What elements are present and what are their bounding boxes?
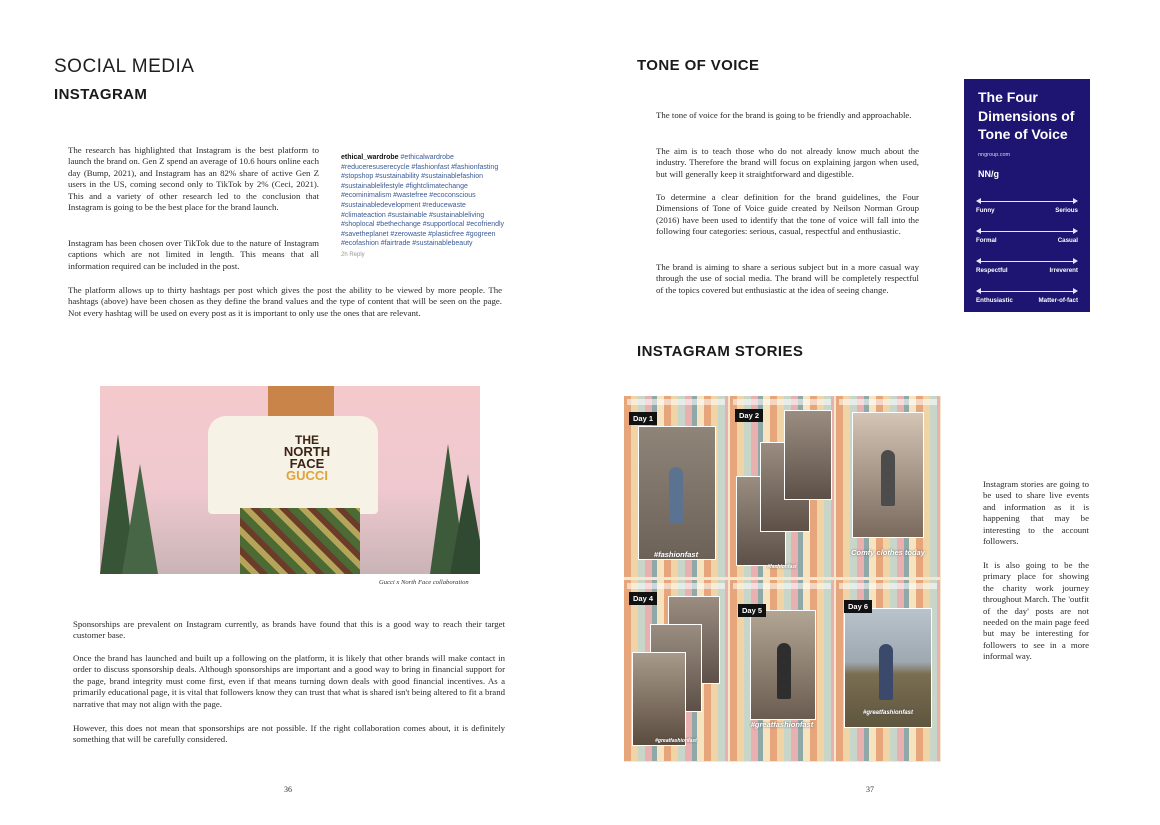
section-title: SOCIAL MEDIA [54, 56, 195, 77]
nng-title-line: The Four [978, 89, 1038, 105]
story-hashtag: #fashionfast [653, 550, 699, 559]
page-number-left: 36 [284, 785, 292, 794]
tone-paragraph-4: The brand is aiming to share a serious subject but in a more casual way through the use of social media. The brand will be completely respectful of the topics covered but enthusiastic at the idea of seeing change. [656, 262, 919, 295]
instagram-post-caption [341, 153, 511, 261]
dimension-formal-casual [976, 228, 1078, 242]
nng-title-line: Tone of Voice [978, 126, 1068, 142]
dimension-right-label: Irreverent [1049, 267, 1078, 274]
tone-of-voice-heading: TONE OF VOICE [637, 57, 760, 74]
intro-paragraph: The research has highlighted that Instagram is the best platform to launch the brand on. Gen Z spend an average of 10.6 hours online each day (Bump, 2021), and Instagram has an 82% share of active Gen Z users in the US, coming second only to TikTok by 2% (Ceci, 2021). This and a variety of other research led to the conclusion that Instagram is going to be the best place for the brand launch. [68, 145, 319, 213]
story-hashtag: Comfy clothes today [851, 548, 925, 557]
sponsorship-paragraph-3: However, this does not mean that sponsorships are not possible. If the right collaboration comes about, it is definitely something that will be carefully considered. [73, 723, 505, 745]
stories-collage [624, 396, 941, 762]
post-hashtags: #ethicalwardrobe #reduceresuserecycle #fashionfast #fashionfasting #stopshop #sustainability #sustainablefashion #sustainablelifestyle #fightclimatechange #ecominimalism #wastefree #ecoconscious #sustainabledevelopment #reducewaste #climateaction #sustainable #sustainableliving #shoplocal #bethechange #supportlocal #ecofriendly #savetheplanet #zerowaste #plasticfree #gogreen #ecofashion #fairtrade #sustainablebeauty [341, 154, 505, 248]
arrow-right-icon [1073, 288, 1078, 294]
dimension-right-label: Casual [1057, 237, 1078, 244]
story-day-label: Day 2 [735, 409, 763, 422]
photo-caption: Gucci x North Face collaboration [379, 579, 469, 586]
story-day-5 [730, 580, 834, 761]
story-day-label: Day 1 [629, 412, 657, 425]
story-day-2 [730, 396, 834, 577]
instagram-heading: INSTAGRAM [54, 86, 148, 103]
arrow-left-icon [976, 288, 981, 294]
instagram-stories-heading: INSTAGRAM STORIES [637, 343, 804, 360]
page-number-right: 37 [866, 785, 874, 794]
arrow-right-icon [1073, 198, 1078, 204]
shirt-text-north: NORTH [283, 444, 331, 459]
arrow-left-icon [976, 228, 981, 234]
post-username: ethical_wardrobe [341, 154, 399, 161]
dimension-right-label: Serious [1055, 207, 1078, 214]
stories-paragraph-1: Instagram stories are going to be used to share live events and information as it is happening that may be interesting to the account followers. [983, 479, 1089, 547]
story-hashtag: #greatfashionfast [862, 710, 913, 716]
story-day-6 [836, 580, 940, 761]
tone-paragraph-1: The tone of voice for the brand is going to be friendly and approachable. [656, 110, 912, 120]
dimension-left-label: Funny [976, 207, 995, 214]
shirt-text-face: FACE [289, 456, 325, 471]
story-hashtag: #greatfashionfast [655, 738, 697, 744]
dimension-funny-serious [976, 198, 1078, 212]
arrow-right-icon [1073, 258, 1078, 264]
four-dimensions-card [964, 79, 1090, 312]
story-day-label: Day 6 [844, 600, 872, 613]
story-day-1 [624, 396, 728, 577]
dimension-right-label: Matter-of-fact [1038, 297, 1078, 304]
nng-logo: NN/g [978, 169, 999, 179]
dimension-respectful-irreverent [976, 258, 1078, 272]
sponsorship-paragraph-2: Once the brand has launched and built up a following on the platform, it is likely that other brands will make contact in order to discuss sponsorship deals. Although sponsorships are important and a good way to bring in financial support for the page, brand integrity must come first, even if that means turning down deals with good financial incentives. As a primarily educational page, it is vital that followers know they can trust that what is shared isn't being altered to fit a brand narrative that may not align with the page. [73, 653, 505, 709]
nng-card-title [978, 88, 1074, 144]
story-day-label: Day 5 [738, 604, 766, 617]
tone-paragraph-2: The aim is to teach those who do not already know much about the industry. Therefore the brand will focus on explaining jargon when used, but will generally keep it straightforward and digestible. [656, 146, 919, 179]
story-day-4 [624, 580, 728, 761]
dimension-left-label: Respectful [976, 267, 1008, 274]
dimension-enthusiastic-matter-of-fact [976, 288, 1078, 302]
story-day-label: Day 4 [629, 592, 657, 605]
story-day-3 [836, 396, 940, 577]
tone-paragraph-3: To determine a clear definition for the brand guidelines, the Four Dimensions of Tone of Voice guide created by Neilson Norman Group (2016) have been used to identify that the tone of voice will fall into the following four categories: serious, casual, respectful and enthusiastic. [656, 192, 919, 237]
story-hashtag: #fashionfast [767, 564, 797, 570]
stories-paragraph-2: It is also going to be the primary place for showing the charity work journey throughout March. The 'outfit of the day' posts are not needed on the main page feed but may be interesting for followers to see in a more informal way. [983, 560, 1089, 662]
story-hashtag: #greatfashionfast [750, 720, 814, 729]
sponsorship-paragraph-1: Sponsorships are prevalent on Instagram currently, as brands have found that this is a good way to reach their target customer base. [73, 619, 505, 641]
arrow-left-icon [976, 198, 981, 204]
shirt-text-gucci: GUCCI [286, 468, 328, 483]
arrow-right-icon [1073, 228, 1078, 234]
nng-title-line: Dimensions of [978, 107, 1075, 124]
gucci-north-face-photo [100, 386, 480, 574]
shirt-text-the: THE [295, 433, 319, 447]
dimension-left-label: Enthusiastic [976, 297, 1013, 304]
arrow-left-icon [976, 258, 981, 264]
nng-site: nngroup.com [978, 152, 1011, 158]
tiktok-paragraph: Instagram has been chosen over TikTok due to the nature of Instagram captions which are not limited in length. This means that all information required can be included in the post. [68, 238, 319, 271]
dimension-left-label: Formal [976, 237, 997, 244]
hashtags-paragraph: The platform allows up to thirty hashtags per post which gives the post the ability to be viewed by more people. The hashtags (above) have been chosen as they define the brand values and the type of content that will be seen on the page. Not every hashtag will be used on every post as it is important to only use the ones that are relevant. [68, 285, 502, 318]
post-meta: 2h Reply [341, 251, 365, 258]
